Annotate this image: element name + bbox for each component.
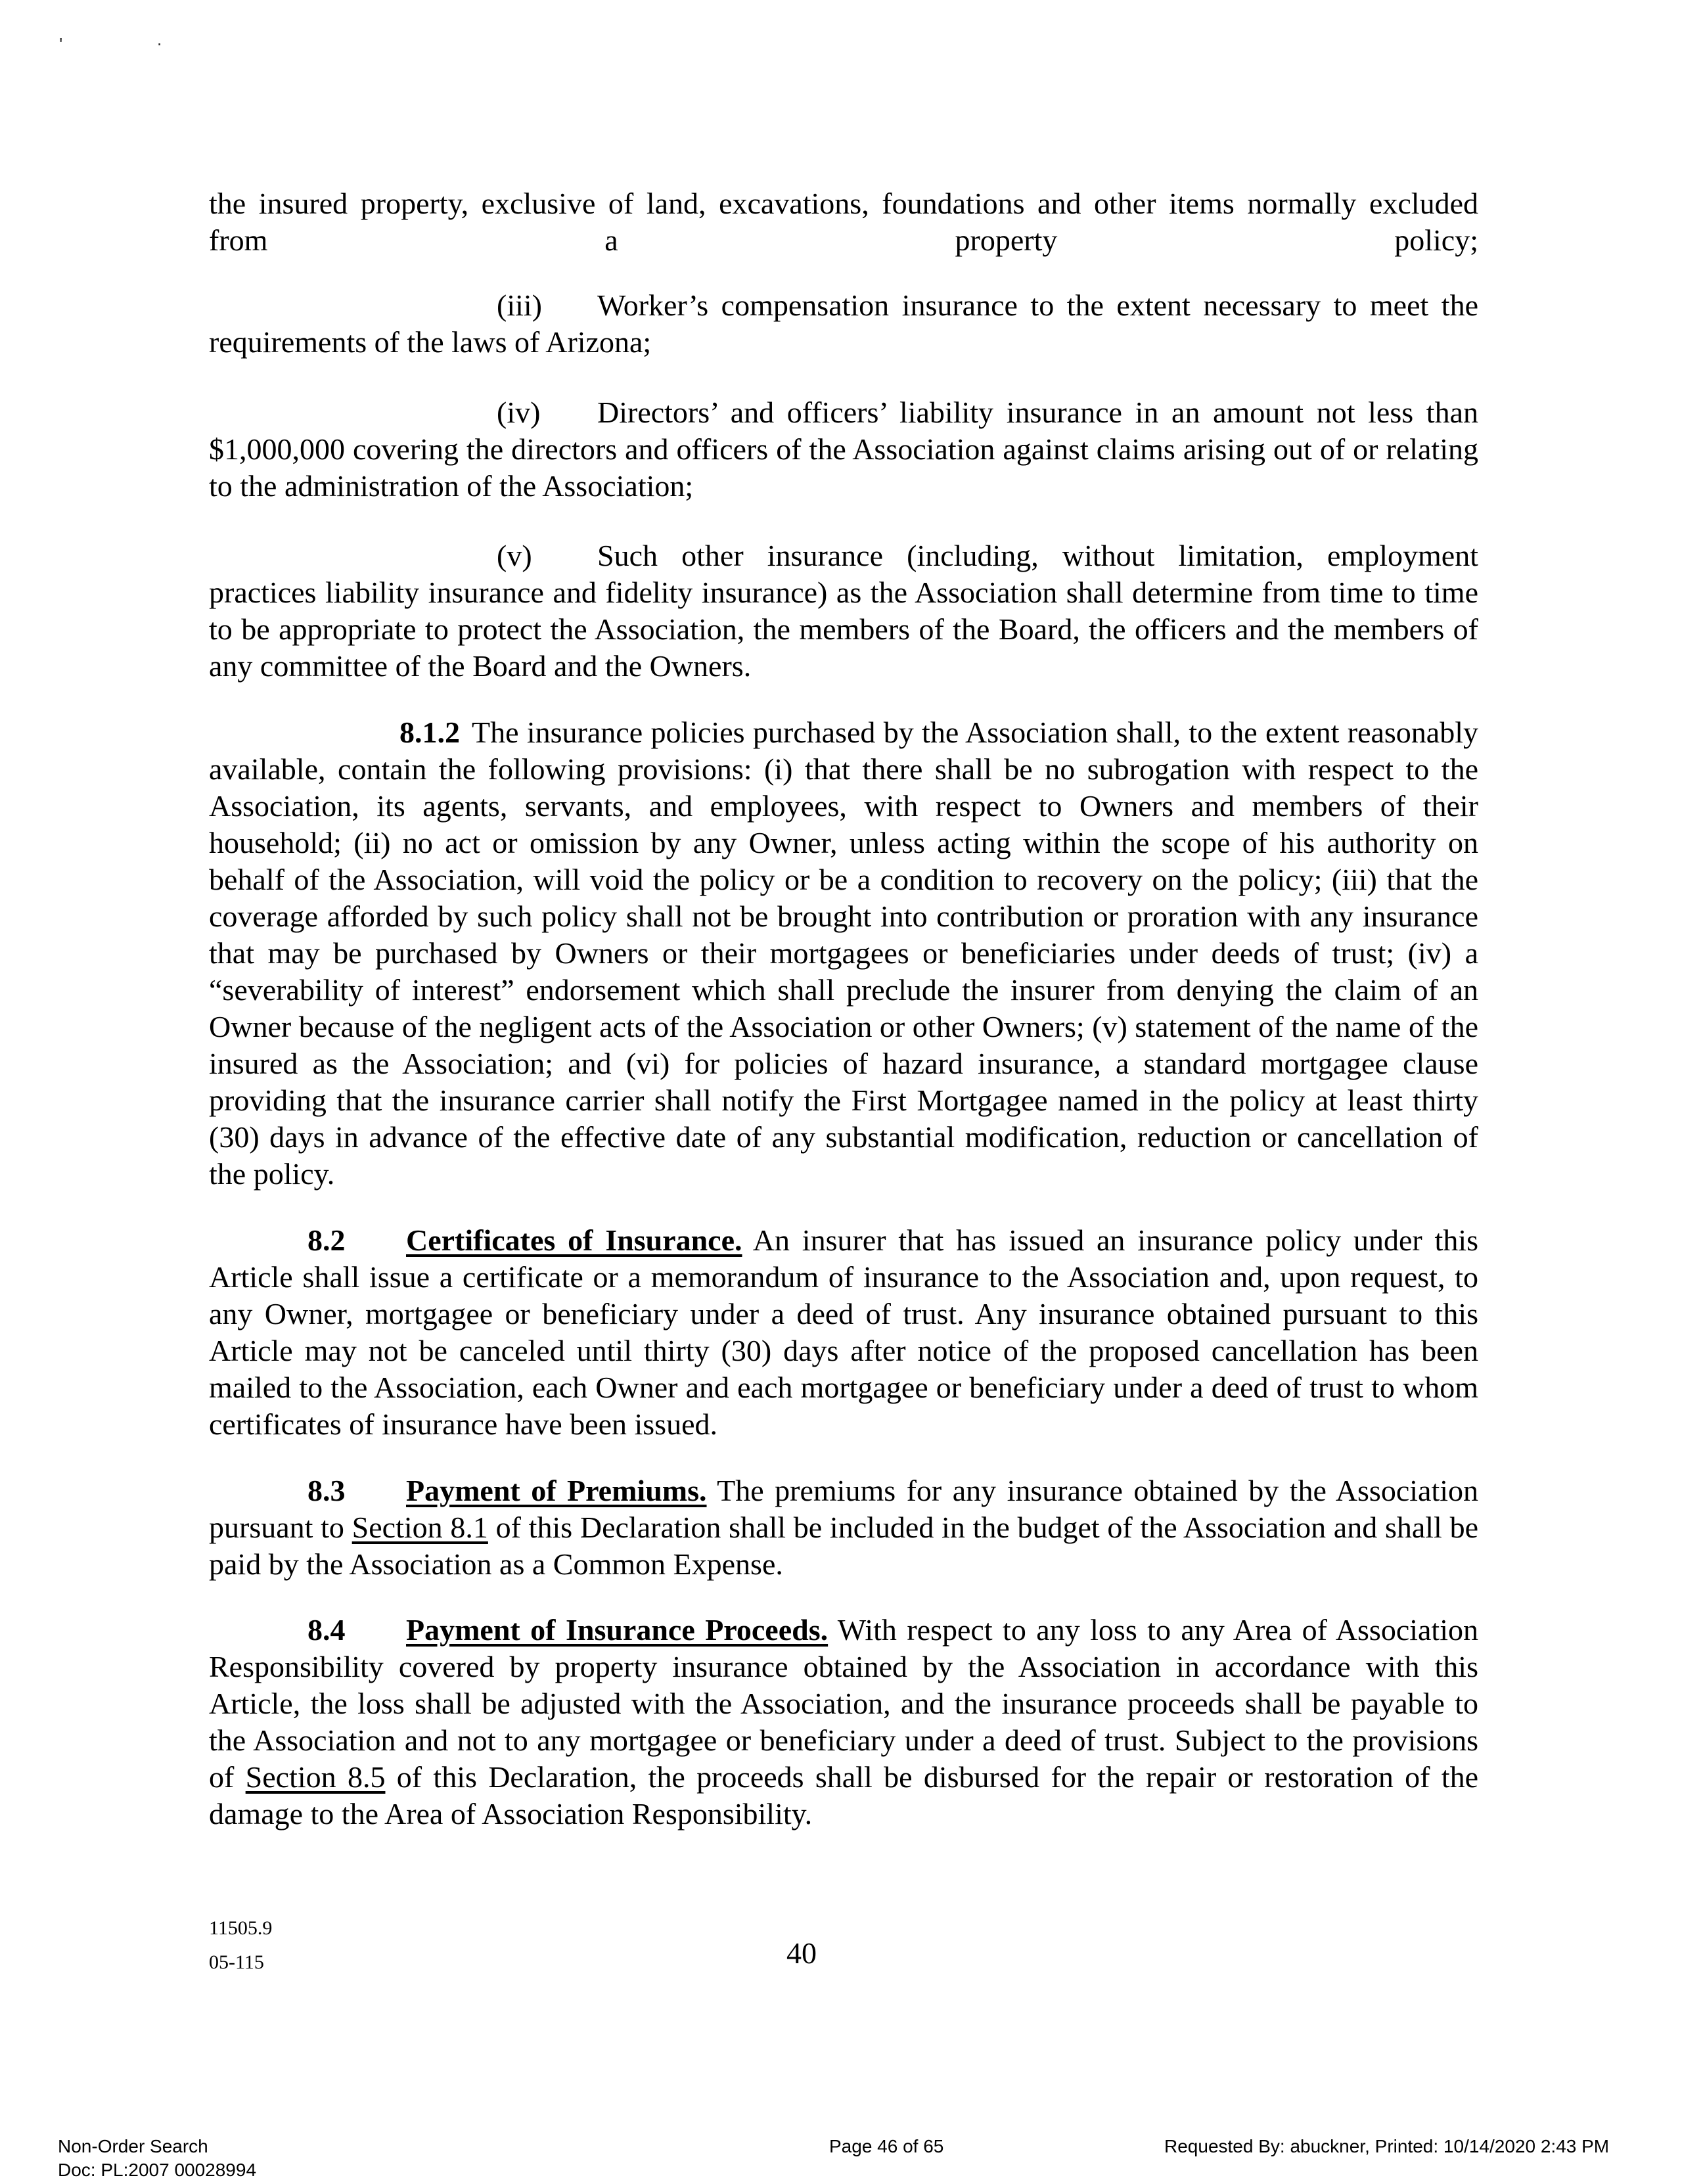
section-text: With respect to any loss to any Area of Association Responsibility covered by property insurance obtained by the Association in accordance with this Article, the loss shall be adjusted with the Association, and the insurance proceeds shall be payable to the Association and not to any mortgagee or beneficiary under a deed of trust. Subject to the provisions of <box>209 1613 1478 1794</box>
footer-requested-by: Requested By: abuckner, Printed: 10/14/2020 2:43 PM <box>1164 2136 1610 2156</box>
section-8-3 <box>209 1472 1478 1583</box>
paragraph-text: the insured property, exclusive of land, excavations, foundations and other items normally excluded from a property policy; <box>209 187 1478 257</box>
document-code: 05-115 <box>209 1951 264 1973</box>
footer-page-count: Page 46 of 65 <box>829 2136 944 2156</box>
section-title: Payment of Insurance Proceeds. <box>406 1613 829 1647</box>
section-number: 8.4 <box>307 1613 346 1647</box>
subsection-v <box>209 537 1478 685</box>
document-code: 11505.9 <box>209 1917 273 1939</box>
page-number: 40 <box>786 1936 817 1970</box>
subsection-iv <box>209 394 1478 505</box>
section-number: 8.2 <box>307 1223 346 1257</box>
subsection-text: Worker’s compensation insurance to the extent necessary to meet the requirements of the laws of Arizona; <box>209 288 1478 359</box>
continuation-paragraph <box>209 185 1478 296</box>
subsection-number: (iii) <box>497 288 542 322</box>
footer-doc-id: Doc: PL:2007 00028994 <box>58 2160 257 2180</box>
section-title: Payment of Premiums. <box>406 1474 707 1507</box>
section-text: An insurer that has issued an insurance policy under this Article shall issue a certificate or a memorandum of insurance to the Association and, upon request, to any Owner, mortgagee or beneficiary under a deed of trust. Any insurance obtained pursuant to this Article may not be canceled until thirty (30) days after notice of the proposed cancellation has been mailed to the Association, each Owner and each mortgagee or beneficiary under a deed of trust to whom certificates of insurance have been issued. <box>209 1223 1478 1441</box>
footer-search-type: Non-Order Search <box>58 2136 208 2156</box>
subsection-number: (v) <box>497 539 532 572</box>
subsection-iii <box>209 287 1478 361</box>
section-8-1-2 <box>209 714 1478 1193</box>
section-8-4 <box>209 1612 1478 1832</box>
section-text: The insurance policies purchased by the Association shall, to the extent reasonably available, contain the following provisions: (i) that there shall be no subrogation with respect to the Association, its agents, servants, and employees, with respect to Owners and members of their household; (ii) no act or omission by any Owner, unless acting within the scope of his authority on behalf of the Association, will void the policy or be a condition to recovery on the policy; (iii) that the coverage afforded by such policy shall not be brought into contribution or proration with any insurance that may be purchased by Owners or their mortgagees or beneficiaries under deeds of trust; (iv) a “severability of interest” endorsement which shall preclude the insurer from denying the claim of an Owner because of the negligent acts of the Association or other Owners; (v) statement of the name of the insured as the Association; and (vi) for policies of hazard insurance, a standard mortgagee clause providing that the insurance carrier shall notify the First Mortgagee named in the policy at least thirty (30) days in advance of the effective date of any substantial modification, reduction or cancellation of the policy. <box>209 716 1478 1191</box>
section-title: Certificates of Insurance. <box>406 1223 742 1257</box>
subsection-number: (iv) <box>497 396 541 429</box>
scan-speck: · <box>156 33 163 53</box>
section-reference-link: Section 8.5 <box>245 1760 386 1794</box>
section-number: 8.3 <box>307 1474 346 1507</box>
section-text: The premiums for any insurance obtained by the Association pursuant to <box>209 1474 1479 1544</box>
section-reference-link: Section 8.1 <box>352 1511 488 1544</box>
subsection-text: Directors’ and officers’ liability insurance in an amount not less than $1,000,000 covering the directors and officers of the Association against claims arising out of or relating to the administration of the Association; <box>209 396 1478 503</box>
section-number: 8.1.2 <box>399 716 460 749</box>
section-text: of this Declaration shall be included in the budget of the Association and shall be paid by the Association as a Common Expense. <box>209 1511 1478 1581</box>
section-text: of this Declaration, the proceeds shall be disbursed for the repair or restoration of the damage to the Area of Association Responsibility. <box>209 1760 1479 1831</box>
section-8-2 <box>209 1222 1478 1443</box>
subsection-text: Such other insurance (including, without limitation, employment practices liability insurance and fidelity insurance) as the Association shall determine from time to time to be appropriate to protect the Association, the members of the Board, the officers and the members of any committee of the Board and the Owners. <box>209 539 1478 683</box>
scan-speck: ' <box>59 34 63 55</box>
